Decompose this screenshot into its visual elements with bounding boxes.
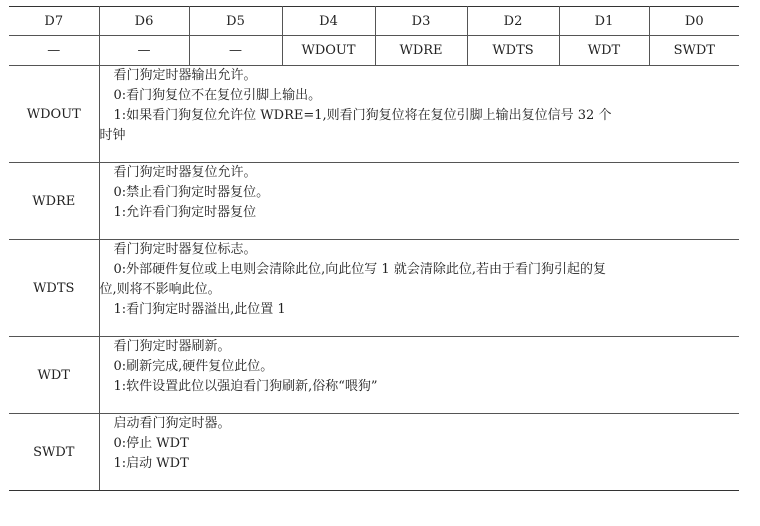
description-line: 位,则将不影响此位。 xyxy=(99,282,221,297)
field-name-swdt: SWDT xyxy=(9,414,99,491)
bit-name-d7: — xyxy=(9,36,99,66)
description-line: 0:外部硬件复位或上电则会清除此位,向此位写 1 就会清除此位,若由于看门狗引起的复 xyxy=(113,262,606,277)
bit-name-d2: WDTS xyxy=(467,36,559,66)
bit-header-d7: D7 xyxy=(9,7,99,36)
field-name-wdt: WDT xyxy=(9,337,99,414)
field-row-wdout xyxy=(9,66,739,163)
description-line: 0:禁止看门狗定时器复位。 xyxy=(113,185,270,200)
field-name-wdts: WDTS xyxy=(9,240,99,337)
bit-header-d6: D6 xyxy=(99,7,189,36)
description-line: 1:允许看门狗定时器复位 xyxy=(113,205,257,220)
field-name-wdout: WDOUT xyxy=(9,66,99,163)
bit-name-d5: — xyxy=(189,36,282,66)
bit-header-d4: D4 xyxy=(282,7,375,36)
field-description-wdout xyxy=(99,66,739,163)
bit-name-d1: WDT xyxy=(559,36,649,66)
field-description-swdt xyxy=(99,414,739,491)
description-line: 0:刷新完成,硬件复位此位。 xyxy=(113,359,274,374)
description-line: 1:启动 WDT xyxy=(113,456,189,471)
bit-name-d0: SWDT xyxy=(649,36,739,66)
description-line: 时钟 xyxy=(99,128,126,143)
field-description-wdts xyxy=(99,240,739,337)
bit-name-d4: WDOUT xyxy=(282,36,375,66)
field-row-wdts xyxy=(9,240,739,337)
field-name-wdre: WDRE xyxy=(9,163,99,240)
description-line: 1:看门狗定时器溢出,此位置 1 xyxy=(113,302,286,317)
description-line: 看门狗定时器输出允许。 xyxy=(113,68,257,83)
field-row-wdre xyxy=(9,163,739,240)
bit-name-row xyxy=(9,36,739,66)
bit-header-d5: D5 xyxy=(189,7,282,36)
bit-header-d1: D1 xyxy=(559,7,649,36)
bit-header-row xyxy=(9,7,739,36)
description-line: 看门狗定时器复位标志。 xyxy=(113,242,257,257)
field-description-wdre xyxy=(99,163,739,240)
bit-name-d6: — xyxy=(99,36,189,66)
description-line: 1:如果看门狗复位允许位 WDRE=1,则看门狗复位将在复位引脚上输出复位信号 32 个 xyxy=(113,108,612,123)
field-row-wdt xyxy=(9,337,739,414)
bit-header-d0: D0 xyxy=(649,7,739,36)
description-line: 看门狗定时器刷新。 xyxy=(113,339,231,354)
description-line: 0:看门狗复位不在复位引脚上输出。 xyxy=(113,88,322,103)
description-line: 0:停止 WDT xyxy=(113,436,189,451)
description-line: 1:软件设置此位以强迫看门狗刷新,俗称“喂狗” xyxy=(113,379,378,394)
bit-name-d3: WDRE xyxy=(375,36,467,66)
description-line: 启动看门狗定时器。 xyxy=(113,416,231,431)
field-row-swdt xyxy=(9,414,739,491)
field-description-wdt xyxy=(99,337,739,414)
description-line: 看门狗定时器复位允许。 xyxy=(113,165,257,180)
register-table xyxy=(9,6,739,491)
bit-header-d2: D2 xyxy=(467,7,559,36)
bit-header-d3: D3 xyxy=(375,7,467,36)
